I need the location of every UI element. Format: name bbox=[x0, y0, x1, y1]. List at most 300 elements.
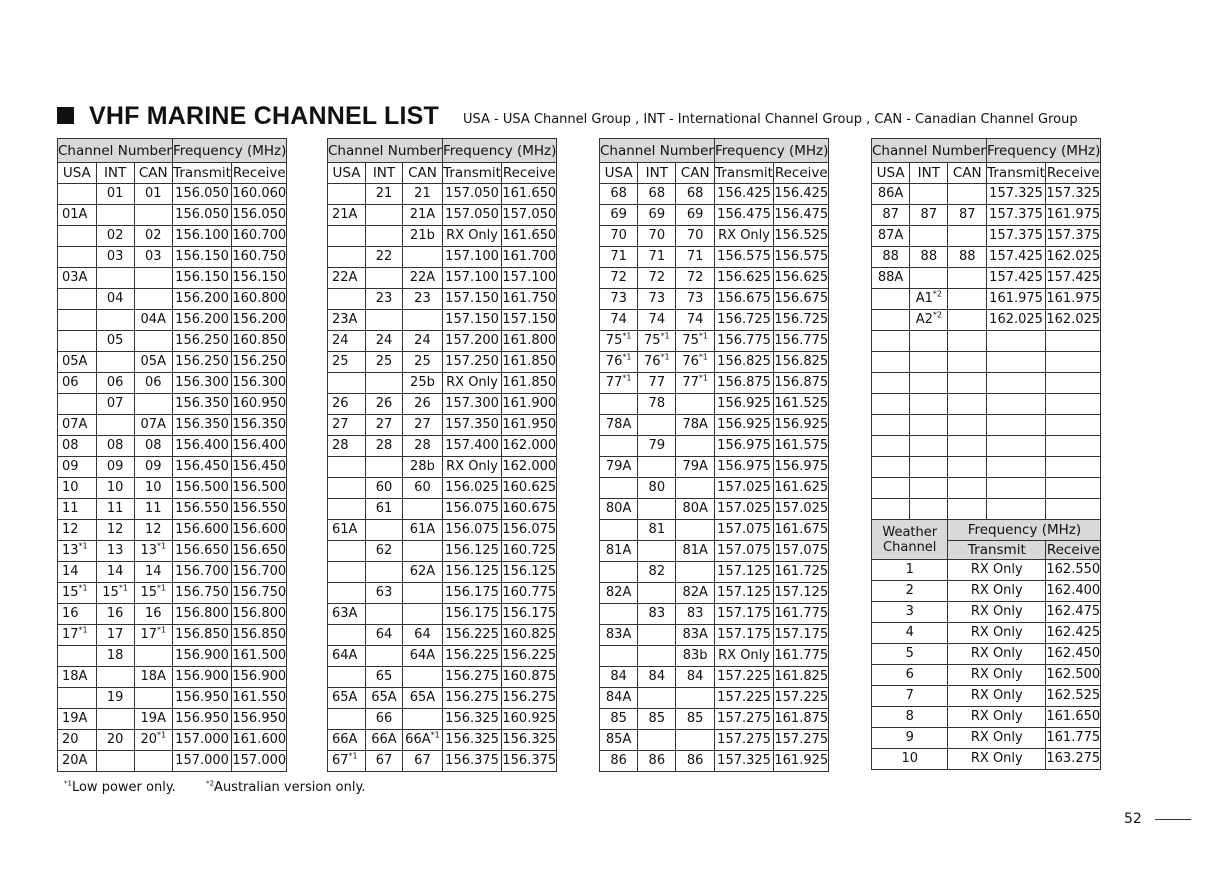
can-header: CAN bbox=[134, 163, 172, 184]
weather-receive-cell: 163.275 bbox=[1046, 749, 1101, 770]
channel-table-3 bbox=[599, 138, 829, 772]
usa-cell bbox=[600, 562, 638, 583]
usa-cell bbox=[328, 289, 366, 310]
usa-cell bbox=[872, 436, 910, 457]
transmit-cell: 157.050 bbox=[442, 184, 501, 205]
int-cell: 14 bbox=[96, 562, 134, 583]
int-cell bbox=[910, 436, 948, 457]
can-cell: 15$^{*1}$ bbox=[134, 583, 172, 604]
can-cell: 72 bbox=[676, 268, 715, 289]
receive-cell: 156.325 bbox=[502, 730, 557, 751]
weather-transmit-cell: RX Only bbox=[948, 749, 1046, 770]
can-cell bbox=[948, 457, 986, 478]
transmit-cell: 156.275 bbox=[442, 688, 501, 709]
transmit-cell: 157.100 bbox=[442, 268, 501, 289]
can-cell: 83b bbox=[676, 646, 715, 667]
weather-channel-cell: 7 bbox=[872, 686, 948, 707]
usa-cell: 64A bbox=[328, 646, 366, 667]
int-cell bbox=[910, 373, 948, 394]
footnote-2-text: Australian version only. bbox=[214, 780, 366, 795]
weather-transmit-cell: RX Only bbox=[948, 560, 1046, 581]
can-cell bbox=[948, 289, 986, 310]
table-row bbox=[58, 373, 287, 394]
channel-number-header: Channel Number bbox=[328, 139, 443, 163]
transmit-cell: 156.425 bbox=[714, 184, 773, 205]
int-cell: 77 bbox=[638, 373, 676, 394]
transmit-cell: 157.425 bbox=[986, 247, 1045, 268]
receive-cell: 157.325 bbox=[1046, 184, 1101, 205]
receive-cell: 156.175 bbox=[502, 604, 557, 625]
usa-cell: 03A bbox=[58, 268, 97, 289]
int-cell: 64 bbox=[366, 625, 403, 646]
receive-cell: 160.950 bbox=[232, 394, 287, 415]
can-cell: 62A bbox=[402, 562, 442, 583]
table-row bbox=[600, 268, 829, 289]
table-row bbox=[58, 646, 287, 667]
table-row bbox=[328, 709, 557, 730]
receive-cell bbox=[1046, 478, 1101, 499]
receive-cell: 156.600 bbox=[232, 520, 287, 541]
can-cell bbox=[402, 667, 442, 688]
receive-cell: 161.900 bbox=[502, 394, 557, 415]
table-row bbox=[600, 205, 829, 226]
transmit-cell: 156.250 bbox=[172, 352, 231, 373]
can-cell: 73 bbox=[676, 289, 715, 310]
usa-cell: 20A bbox=[58, 751, 97, 772]
usa-cell: 85 bbox=[600, 709, 638, 730]
int-cell: A1$^{*2}$ bbox=[910, 289, 948, 310]
transmit-cell: 156.350 bbox=[172, 394, 231, 415]
can-cell: 87 bbox=[948, 205, 986, 226]
channel-table-2 bbox=[327, 138, 557, 772]
usa-cell: 17$^{*1}$ bbox=[58, 625, 97, 646]
transmit-cell: 156.250 bbox=[172, 331, 231, 352]
receive-header: Receive bbox=[774, 163, 829, 184]
table-row bbox=[328, 436, 557, 457]
transmit-cell bbox=[986, 352, 1045, 373]
transmit-cell: RX Only bbox=[442, 457, 501, 478]
table-row bbox=[58, 310, 287, 331]
usa-cell bbox=[328, 478, 366, 499]
can-cell bbox=[402, 709, 442, 730]
usa-cell: 27 bbox=[328, 415, 366, 436]
int-cell bbox=[96, 415, 134, 436]
int-cell: 24 bbox=[366, 331, 403, 352]
transmit-header: Transmit bbox=[172, 163, 231, 184]
usa-cell: 67$^{*1}$ bbox=[328, 751, 366, 772]
weather-receive-cell: 162.400 bbox=[1046, 581, 1101, 602]
can-cell: 64 bbox=[402, 625, 442, 646]
weather-receive-cell: 162.425 bbox=[1046, 623, 1101, 644]
usa-cell: 08 bbox=[58, 436, 97, 457]
can-cell: 85 bbox=[676, 709, 715, 730]
subheader-row bbox=[58, 163, 287, 184]
table-row bbox=[58, 457, 287, 478]
int-cell: 63 bbox=[366, 583, 403, 604]
int-cell: 04 bbox=[96, 289, 134, 310]
usa-cell: 82A bbox=[600, 583, 638, 604]
usa-cell bbox=[600, 478, 638, 499]
subheader-row bbox=[872, 163, 1101, 184]
usa-cell: 83A bbox=[600, 625, 638, 646]
usa-cell bbox=[872, 373, 910, 394]
receive-cell: 161.775 bbox=[774, 646, 829, 667]
usa-cell: 26 bbox=[328, 394, 366, 415]
table-row bbox=[872, 478, 1101, 499]
subheader-row bbox=[328, 163, 557, 184]
transmit-cell: 156.225 bbox=[442, 625, 501, 646]
transmit-cell: 157.275 bbox=[714, 709, 773, 730]
weather-receive-cell: 162.550 bbox=[1046, 560, 1101, 581]
receive-cell bbox=[1046, 373, 1101, 394]
transmit-cell: 157.175 bbox=[714, 625, 773, 646]
weather-channel-cell: 5 bbox=[872, 644, 948, 665]
footnote-2-mark: *2 bbox=[206, 779, 215, 788]
table-row bbox=[600, 226, 829, 247]
usa-cell: 09 bbox=[58, 457, 97, 478]
int-cell: 81 bbox=[638, 520, 676, 541]
receive-cell: 161.800 bbox=[502, 331, 557, 352]
usa-header: USA bbox=[58, 163, 97, 184]
receive-cell: 160.925 bbox=[502, 709, 557, 730]
usa-cell: 84A bbox=[600, 688, 638, 709]
int-cell bbox=[638, 583, 676, 604]
receive-cell: 156.575 bbox=[774, 247, 829, 268]
table-row bbox=[328, 541, 557, 562]
table-row bbox=[600, 289, 829, 310]
int-cell: 02 bbox=[96, 226, 134, 247]
int-cell: 66 bbox=[366, 709, 403, 730]
receive-cell: 156.400 bbox=[232, 436, 287, 457]
can-cell: 67 bbox=[402, 751, 442, 772]
frequency-header: Frequency (MHz) bbox=[986, 139, 1100, 163]
receive-cell: 156.525 bbox=[774, 226, 829, 247]
transmit-cell: 157.075 bbox=[714, 541, 773, 562]
int-cell bbox=[910, 331, 948, 352]
usa-cell bbox=[58, 184, 97, 205]
usa-cell: 75$^{*1}$ bbox=[600, 331, 638, 352]
usa-cell bbox=[600, 436, 638, 457]
usa-cell bbox=[872, 331, 910, 352]
table-row bbox=[600, 394, 829, 415]
receive-cell: 161.675 bbox=[774, 520, 829, 541]
usa-cell: 16 bbox=[58, 604, 97, 625]
table-row bbox=[328, 604, 557, 625]
table-row bbox=[872, 331, 1101, 352]
transmit-cell: 156.900 bbox=[172, 646, 231, 667]
receive-cell: 156.075 bbox=[502, 520, 557, 541]
table-row bbox=[600, 373, 829, 394]
can-cell: 13$^{*1}$ bbox=[134, 541, 172, 562]
receive-cell: 161.725 bbox=[774, 562, 829, 583]
receive-header: Receive bbox=[1046, 163, 1101, 184]
usa-cell: 13$^{*1}$ bbox=[58, 541, 97, 562]
int-cell: 71 bbox=[638, 247, 676, 268]
can-cell: 08 bbox=[134, 436, 172, 457]
receive-cell: 161.850 bbox=[502, 373, 557, 394]
can-cell: 20$^{*1}$ bbox=[134, 730, 172, 751]
int-cell: 68 bbox=[638, 184, 676, 205]
usa-cell: 88 bbox=[872, 247, 910, 268]
usa-cell: 06 bbox=[58, 373, 97, 394]
table-row bbox=[58, 709, 287, 730]
int-cell bbox=[638, 688, 676, 709]
transmit-cell: RX Only bbox=[442, 373, 501, 394]
table-row bbox=[58, 751, 287, 772]
int-cell: 07 bbox=[96, 394, 134, 415]
subheader-row bbox=[600, 163, 829, 184]
can-cell bbox=[676, 562, 715, 583]
receive-cell: 160.700 bbox=[232, 226, 287, 247]
weather-row bbox=[872, 749, 1101, 770]
page-number: 52 bbox=[1124, 811, 1142, 827]
can-cell: 02 bbox=[134, 226, 172, 247]
transmit-cell: 157.250 bbox=[442, 352, 501, 373]
table-row bbox=[328, 331, 557, 352]
weather-receive-cell: 162.525 bbox=[1046, 686, 1101, 707]
receive-cell: 156.375 bbox=[502, 751, 557, 772]
usa-cell bbox=[58, 394, 97, 415]
receive-cell: 157.225 bbox=[774, 688, 829, 709]
int-cell: 22 bbox=[366, 247, 403, 268]
receive-cell: 156.500 bbox=[232, 478, 287, 499]
usa-cell bbox=[872, 415, 910, 436]
weather-frequency-header: Frequency (MHz) bbox=[948, 520, 1101, 541]
table-row bbox=[328, 478, 557, 499]
int-cell bbox=[366, 520, 403, 541]
transmit-cell: 157.150 bbox=[442, 289, 501, 310]
usa-header: USA bbox=[328, 163, 366, 184]
page-number-rule bbox=[1155, 819, 1191, 820]
can-cell bbox=[948, 268, 986, 289]
usa-cell bbox=[872, 310, 910, 331]
usa-cell bbox=[872, 478, 910, 499]
usa-cell bbox=[328, 457, 366, 478]
receive-cell: 156.200 bbox=[232, 310, 287, 331]
frequency-header: Frequency (MHz) bbox=[172, 139, 286, 163]
receive-cell: 156.250 bbox=[232, 352, 287, 373]
table-row bbox=[58, 688, 287, 709]
int-cell bbox=[910, 184, 948, 205]
weather-row bbox=[872, 581, 1101, 602]
can-cell: 12 bbox=[134, 520, 172, 541]
int-cell bbox=[910, 352, 948, 373]
table-row bbox=[328, 394, 557, 415]
weather-transmit-header: Transmit bbox=[948, 541, 1046, 560]
int-cell bbox=[366, 457, 403, 478]
usa-cell bbox=[328, 373, 366, 394]
table-row bbox=[58, 268, 287, 289]
int-cell: 09 bbox=[96, 457, 134, 478]
receive-cell: 156.675 bbox=[774, 289, 829, 310]
can-cell: 11 bbox=[134, 499, 172, 520]
int-cell: 23 bbox=[366, 289, 403, 310]
table-row bbox=[600, 604, 829, 625]
can-cell: 21A bbox=[402, 205, 442, 226]
weather-row bbox=[872, 623, 1101, 644]
usa-cell bbox=[328, 709, 366, 730]
receive-cell: 156.750 bbox=[232, 583, 287, 604]
receive-cell bbox=[1046, 499, 1101, 520]
can-cell bbox=[134, 331, 172, 352]
can-header: CAN bbox=[676, 163, 715, 184]
usa-cell: 61A bbox=[328, 520, 366, 541]
transmit-cell bbox=[986, 478, 1045, 499]
int-cell: 28 bbox=[366, 436, 403, 457]
can-cell: 79A bbox=[676, 457, 715, 478]
transmit-cell: 157.150 bbox=[442, 310, 501, 331]
receive-header: Receive bbox=[502, 163, 557, 184]
weather-row bbox=[872, 707, 1101, 728]
can-cell: 82A bbox=[676, 583, 715, 604]
transmit-cell: 156.600 bbox=[172, 520, 231, 541]
receive-cell: 160.825 bbox=[502, 625, 557, 646]
weather-transmit-cell: RX Only bbox=[948, 728, 1046, 749]
can-cell bbox=[134, 289, 172, 310]
receive-cell: 156.800 bbox=[232, 604, 287, 625]
channel-table-1 bbox=[57, 138, 287, 772]
receive-cell: 156.950 bbox=[232, 709, 287, 730]
usa-cell bbox=[58, 646, 97, 667]
int-cell: 74 bbox=[638, 310, 676, 331]
receive-cell: 160.060 bbox=[232, 184, 287, 205]
usa-cell: 85A bbox=[600, 730, 638, 751]
table-row bbox=[600, 457, 829, 478]
transmit-cell: 156.350 bbox=[172, 415, 231, 436]
transmit-cell: 157.000 bbox=[172, 730, 231, 751]
transmit-cell: 156.025 bbox=[442, 478, 501, 499]
receive-cell bbox=[1046, 415, 1101, 436]
table-row bbox=[58, 562, 287, 583]
usa-cell: 66A bbox=[328, 730, 366, 751]
usa-cell bbox=[872, 457, 910, 478]
can-cell: 78A bbox=[676, 415, 715, 436]
transmit-cell: 156.800 bbox=[172, 604, 231, 625]
table-row bbox=[58, 289, 287, 310]
header-row bbox=[328, 139, 557, 163]
table-row bbox=[58, 478, 287, 499]
receive-cell: 161.650 bbox=[502, 184, 557, 205]
transmit-cell: 156.400 bbox=[172, 436, 231, 457]
receive-cell: 156.925 bbox=[774, 415, 829, 436]
int-cell bbox=[638, 457, 676, 478]
int-cell: 66A bbox=[366, 730, 403, 751]
transmit-header: Transmit bbox=[714, 163, 773, 184]
int-cell: 21 bbox=[366, 184, 403, 205]
receive-cell: 156.550 bbox=[232, 499, 287, 520]
int-cell: 78 bbox=[638, 394, 676, 415]
int-cell bbox=[96, 709, 134, 730]
int-cell bbox=[638, 625, 676, 646]
int-cell: 60 bbox=[366, 478, 403, 499]
table-row bbox=[328, 352, 557, 373]
transmit-cell bbox=[986, 331, 1045, 352]
usa-cell: 87 bbox=[872, 205, 910, 226]
can-cell: 21 bbox=[402, 184, 442, 205]
weather-channel-cell: 1 bbox=[872, 560, 948, 581]
table-row bbox=[328, 310, 557, 331]
can-cell: 69 bbox=[676, 205, 715, 226]
table-row bbox=[58, 604, 287, 625]
int-cell: 75$^{*1}$ bbox=[638, 331, 676, 352]
table-row bbox=[58, 583, 287, 604]
usa-header: USA bbox=[872, 163, 910, 184]
receive-cell: 161.500 bbox=[232, 646, 287, 667]
channel-number-header: Channel Number bbox=[58, 139, 173, 163]
transmit-cell: 156.050 bbox=[172, 184, 231, 205]
int-cell: 20 bbox=[96, 730, 134, 751]
int-cell bbox=[638, 646, 676, 667]
weather-receive-cell: 162.450 bbox=[1046, 644, 1101, 665]
can-cell: 61A bbox=[402, 520, 442, 541]
can-cell bbox=[676, 394, 715, 415]
table-row bbox=[328, 247, 557, 268]
usa-cell bbox=[600, 604, 638, 625]
transmit-cell: 157.225 bbox=[714, 667, 773, 688]
usa-cell: 81A bbox=[600, 541, 638, 562]
int-cell: 69 bbox=[638, 205, 676, 226]
receive-cell: 160.750 bbox=[232, 247, 287, 268]
receive-cell: 161.975 bbox=[1046, 289, 1101, 310]
can-cell: 77$^{*1}$ bbox=[676, 373, 715, 394]
transmit-cell: 156.375 bbox=[442, 751, 501, 772]
can-cell bbox=[134, 268, 172, 289]
usa-cell: 77$^{*1}$ bbox=[600, 373, 638, 394]
footnote-1-mark: *1 bbox=[64, 779, 72, 788]
table-row bbox=[872, 310, 1101, 331]
can-cell bbox=[676, 688, 715, 709]
transmit-cell: 156.300 bbox=[172, 373, 231, 394]
header-row bbox=[58, 139, 287, 163]
usa-cell bbox=[328, 583, 366, 604]
can-cell bbox=[134, 394, 172, 415]
transmit-cell: 156.550 bbox=[172, 499, 231, 520]
can-cell: 01 bbox=[134, 184, 172, 205]
transmit-cell: 156.325 bbox=[442, 709, 501, 730]
int-cell: 67 bbox=[366, 751, 403, 772]
int-cell bbox=[366, 310, 403, 331]
transmit-cell: 156.175 bbox=[442, 604, 501, 625]
transmit-cell: 156.500 bbox=[172, 478, 231, 499]
transmit-cell bbox=[986, 457, 1045, 478]
usa-cell bbox=[600, 646, 638, 667]
transmit-cell: 156.950 bbox=[172, 709, 231, 730]
transmit-cell: 156.950 bbox=[172, 688, 231, 709]
table-row bbox=[600, 184, 829, 205]
usa-cell: 15$^{*1}$ bbox=[58, 583, 97, 604]
can-cell bbox=[948, 184, 986, 205]
receive-cell: 156.775 bbox=[774, 331, 829, 352]
table-row bbox=[600, 478, 829, 499]
usa-cell bbox=[58, 247, 97, 268]
transmit-cell: 157.125 bbox=[714, 583, 773, 604]
usa-cell bbox=[58, 688, 97, 709]
weather-row bbox=[872, 665, 1101, 686]
can-cell: 25b bbox=[402, 373, 442, 394]
transmit-cell: 157.275 bbox=[714, 730, 773, 751]
int-header: INT bbox=[96, 163, 134, 184]
table-row bbox=[600, 583, 829, 604]
can-header: CAN bbox=[402, 163, 442, 184]
transmit-cell: 156.925 bbox=[714, 415, 773, 436]
usa-cell bbox=[328, 226, 366, 247]
receive-cell: 161.625 bbox=[774, 478, 829, 499]
int-cell: 26 bbox=[366, 394, 403, 415]
receive-cell: 161.700 bbox=[502, 247, 557, 268]
receive-cell: 156.450 bbox=[232, 457, 287, 478]
int-header: INT bbox=[638, 163, 676, 184]
weather-row bbox=[872, 686, 1101, 707]
